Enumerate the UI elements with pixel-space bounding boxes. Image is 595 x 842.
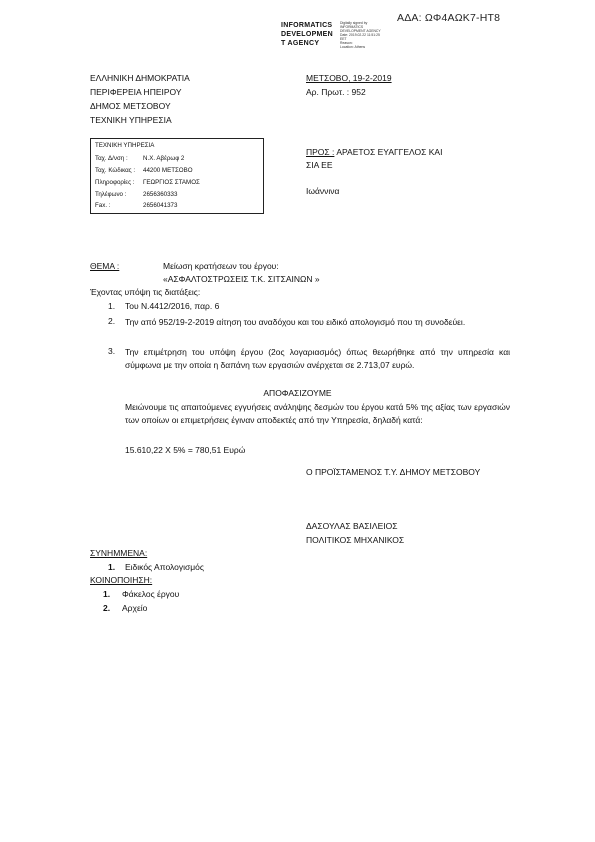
considering-intro: Έχοντας υπόψη τις διατάξεις: [90, 287, 201, 297]
signature-detail: EET [340, 37, 347, 41]
agency-line: T AGENCY [281, 40, 320, 47]
agency-signature-details [340, 21, 381, 49]
item-text: Του Ν.4412/2016, παρ. 6 [125, 301, 220, 311]
contact-label: Τηλέφωνο : [95, 191, 127, 198]
item-text: Την από 952/19-2-2019 αίτηση του αναδόχου και του ειδικό απολογισμό που τη συνοδεύει. [125, 317, 466, 327]
header-left [90, 73, 190, 129]
contact-value: Ν.Χ. Αβέρωφ 2 [143, 155, 185, 162]
contact-value: ΓΕΩΡΓΙΟΣ ΣΤΑΜΟΣ [143, 179, 200, 186]
recipient-city: Ιωάννινα [306, 186, 340, 196]
recipient-name: ΑΡΑΕΤΟΣ ΕΥΑΓΓΕΛΟΣ ΚΑΙ [336, 147, 443, 157]
recipient-label: ΠΡΟΣ : [306, 147, 335, 157]
notification-number: 2. [103, 603, 111, 613]
subject-line1: Μείωση κρατήσεων του έργου: [163, 261, 279, 271]
header-line: ΔΗΜΟΣ ΜΕΤΣΟΒΟΥ [90, 101, 171, 111]
notification-label: ΚΟΙΝΟΠΟΙΗΣΗ: [90, 575, 153, 585]
attachment-number: 1. [108, 562, 116, 572]
header-line: ΕΛΛΗΝΙΚΗ ΔΗΜΟΚΡΑΤΙΑ [90, 73, 190, 83]
calculation: 15.610,22 Χ 5% = 780,51 Ευρώ [125, 445, 246, 455]
contact-value: 44200 ΜΕΤΣΟΒΟ [143, 167, 193, 174]
item-number: 1. [108, 301, 116, 311]
recipient-line2: ΣΙΑ ΕΕ [306, 160, 333, 170]
date-line: ΜΕΤΣΟΒΟ, 19-2-2019 [306, 73, 392, 83]
contact-title: ΤΕΧΝΙΚΗ ΥΠΗΡΕΣΙΑ [95, 142, 155, 149]
contact-label: Πληροφορίες : [95, 179, 135, 186]
signatory-role: ΠΟΛΙΤΙΚΟΣ ΜΗΧΑΝΙΚΟΣ [306, 535, 405, 545]
item-number: 3. [108, 346, 116, 356]
notification-text: Αρχείο [122, 603, 148, 613]
header-line: ΤΕΧΝΙΚΗ ΥΠΗΡΕΣΙΑ [90, 115, 172, 125]
decision-title: ΑΠΟΦΑΣΙΖΟΥΜΕ [263, 388, 332, 398]
contact-value: 2656360333 [143, 191, 178, 198]
agency-signature-label [281, 22, 333, 49]
subject-line2: «ΑΣΦΑΛΤΟΣΤΡΩΣΕΙΣ Τ.Κ. ΣΙΤΣΑΙΝΩΝ » [163, 274, 320, 284]
item-number: 2. [108, 316, 116, 326]
header-line: ΠΕΡΙΦΕΡΕΙΑ ΗΠΕΙΡΟΥ [90, 87, 182, 97]
contact-label: Fax. : [95, 202, 111, 209]
notification-number: 1. [103, 589, 111, 599]
signatory-title: Ο ΠΡΟΪΣΤΑΜΕΝΟΣ Τ.Υ. ΔΗΜΟΥ ΜΕΤΣΟΒΟΥ [306, 467, 481, 477]
agency-line: INFORMATICS [281, 22, 333, 29]
signature-detail: DEVELOPMENT AGENCY [340, 29, 381, 33]
signature-detail: Date: 2019.02.22 11:51:25 [340, 33, 380, 37]
subject-label: ΘΕΜΑ : [90, 261, 120, 271]
decision-text: Μειώνουμε τις απαιτούμενες εγγυήσεις ανάληψης δεσμών του έργου κατά 5% της αξίας των εργασιών των οποίων οι επιμετρήσεις έγιναν αποδεκτές από την Υπηρεσία, δηλαδή κατά: [125, 402, 510, 425]
signatory-name: ΔΑΣΟΥΛΑΣ ΒΑΣΙΛΕΙΟΣ [306, 521, 398, 531]
signature-detail: Reason: [340, 41, 353, 45]
ada-stamp: ΑΔΑ: ΩΦ4ΑΩΚ7-ΗΤ8 [397, 12, 501, 24]
signature-detail: Digitally signed by [340, 21, 368, 25]
attachment-text: Ειδικός Απολογισμός [125, 562, 204, 572]
agency-line: DEVELOPMEN [281, 31, 334, 38]
contact-value: 2656041373 [143, 202, 178, 209]
contact-box [90, 138, 264, 214]
contact-label: Ταχ. Δ/νση : [95, 155, 128, 162]
attachments-label: ΣΥΝΗΜΜΕΝΑ: [90, 548, 148, 558]
signature-detail: INFORMATICS [340, 25, 364, 29]
signature-detail: Location: Athens [340, 45, 366, 49]
recipient [306, 147, 442, 158]
notification-text: Φάκελος έργου [122, 589, 180, 599]
protocol-number: Αρ. Πρωτ. : 952 [306, 87, 366, 97]
contact-label: Ταχ. Κώδικας : [95, 167, 136, 174]
item-text: Την επιμέτρηση του υπόψη έργου (2ος λογαριασμός) όπως θεωρήθηκε από την υπηρεσία και σύμφωνα με την οποία η δαπάνη των εργασιών ανέρχεται σε 2.713,07 ευρώ. [125, 347, 510, 370]
